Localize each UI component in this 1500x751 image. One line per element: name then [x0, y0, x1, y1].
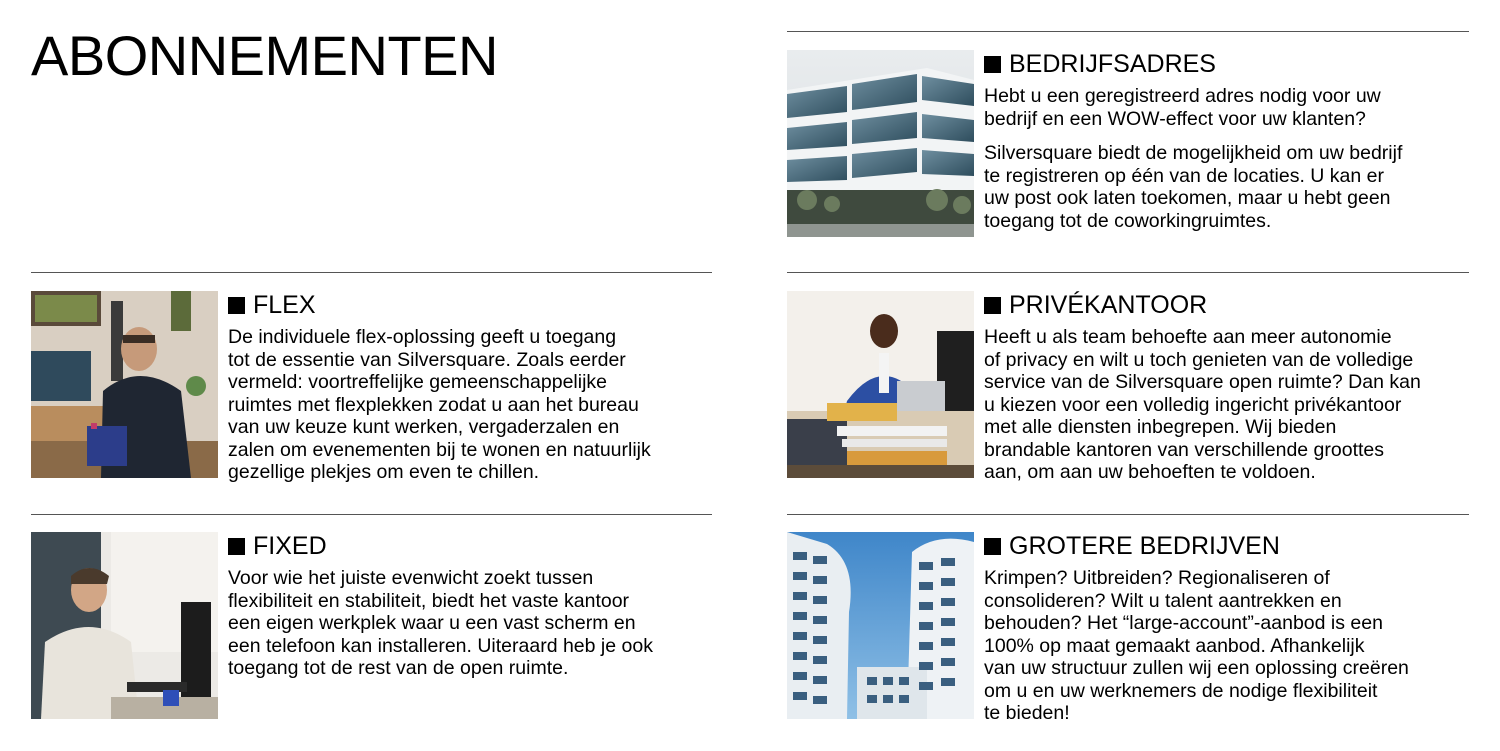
divider-top-right	[787, 31, 1469, 32]
square-bullet-icon	[228, 297, 245, 314]
flex-heading-label: FLEX	[253, 291, 316, 319]
curved-towers-against-blue-sky-photo	[787, 532, 974, 719]
section-privekantoor	[787, 291, 1469, 481]
bedrijfsadres-heading-label: BEDRIJFSADRES	[1009, 50, 1216, 78]
square-bullet-icon	[984, 56, 1001, 73]
bedrijfsadres-heading	[984, 50, 1474, 79]
page-title: ABONNEMENTEN	[31, 24, 498, 87]
fixed-body: Voor wie het juiste evenwicht zoekt tussen flexibiliteit en stabiliteit, biedt het vaste kantoor een eigen werkplek waar u een vast scherm en een telefoon kan installeren. Uiteraard heb je ook toegang tot de rest van de open ruimte.	[228, 567, 653, 679]
divider-middle-right	[787, 272, 1469, 273]
man-in-blue-suit-with-laptop-photo	[787, 291, 974, 478]
section-flex	[31, 291, 712, 481]
divider-bottom-left	[31, 514, 712, 515]
flex-body: De individuele flex-oplossing geeft u toegang tot de essentie van Silversquare. Zoals eerder vermeld: voortreffelijke gemeenschappelijke ruimtes met flexplekken zodat u aan het bureau van uw keuze kunt werken, vergaderzalen en zalen om evenementen bij te wonen en natuurlijk gezellige plekjes om even te chillen.	[228, 326, 651, 483]
glass-office-building-photo	[787, 50, 974, 237]
flex-heading	[228, 291, 718, 320]
section-fixed	[31, 532, 712, 722]
grotere-bedrijven-text	[984, 532, 1474, 725]
square-bullet-icon	[228, 538, 245, 555]
divider-middle-left	[31, 272, 712, 273]
man-in-white-sweater-at-computer-photo	[31, 532, 218, 719]
section-grotere-bedrijven	[787, 532, 1469, 732]
grotere-bedrijven-heading-label: GROTERE BEDRIJVEN	[1009, 532, 1280, 560]
square-bullet-icon	[984, 538, 1001, 555]
section-bedrijfsadres	[787, 50, 1469, 240]
fixed-heading-label: FIXED	[253, 532, 327, 560]
bedrijfsadres-body: Silversquare biedt de mogelijkheid om uw bedrijf te registreren op één van de locaties. U kan er uw post ook laten toekomen, maar u hebt geen toegang tot de coworkingruimtes.	[984, 142, 1403, 232]
flex-text	[228, 291, 718, 484]
privekantoor-heading-label: PRIVÉKANTOOR	[1009, 291, 1208, 319]
privekantoor-heading	[984, 291, 1474, 320]
grotere-bedrijven-heading	[984, 532, 1474, 561]
privekantoor-body: Heeft u als team behoefte aan meer autonomie of privacy en wilt u toch genieten van de volledige service van de Silversquare open ruimte? Dan kan u kiezen voor een volledig ingericht privékantoor met alle diensten inbegrepen. Wij bieden brandable kantoren van verschillende groottes aan, om aan uw behoeften te voldoen.	[984, 326, 1421, 483]
bedrijfsadres-intro: Hebt u een geregistreerd adres nodig voor uw bedrijf en een WOW-effect voor uw klanten?	[984, 85, 1381, 130]
grotere-bedrijven-body: Krimpen? Uitbreiden? Regionaliseren of consolideren? Wilt u talent aantrekken en behouden? Het “large-account”-aanbod is een 100% op maat gemaakt aanbod. Afhankelijk van uw structuur zullen wij een oplossing creëren om u en uw werknemers de nodige flexibiliteit te bieden!	[984, 567, 1409, 724]
divider-bottom-right	[787, 514, 1469, 515]
square-bullet-icon	[984, 297, 1001, 314]
fixed-heading	[228, 532, 718, 561]
privekantoor-text	[984, 291, 1474, 484]
man-with-glasses-at-desk-photo	[31, 291, 218, 478]
fixed-text	[228, 532, 718, 680]
bedrijfsadres-text	[984, 50, 1474, 232]
